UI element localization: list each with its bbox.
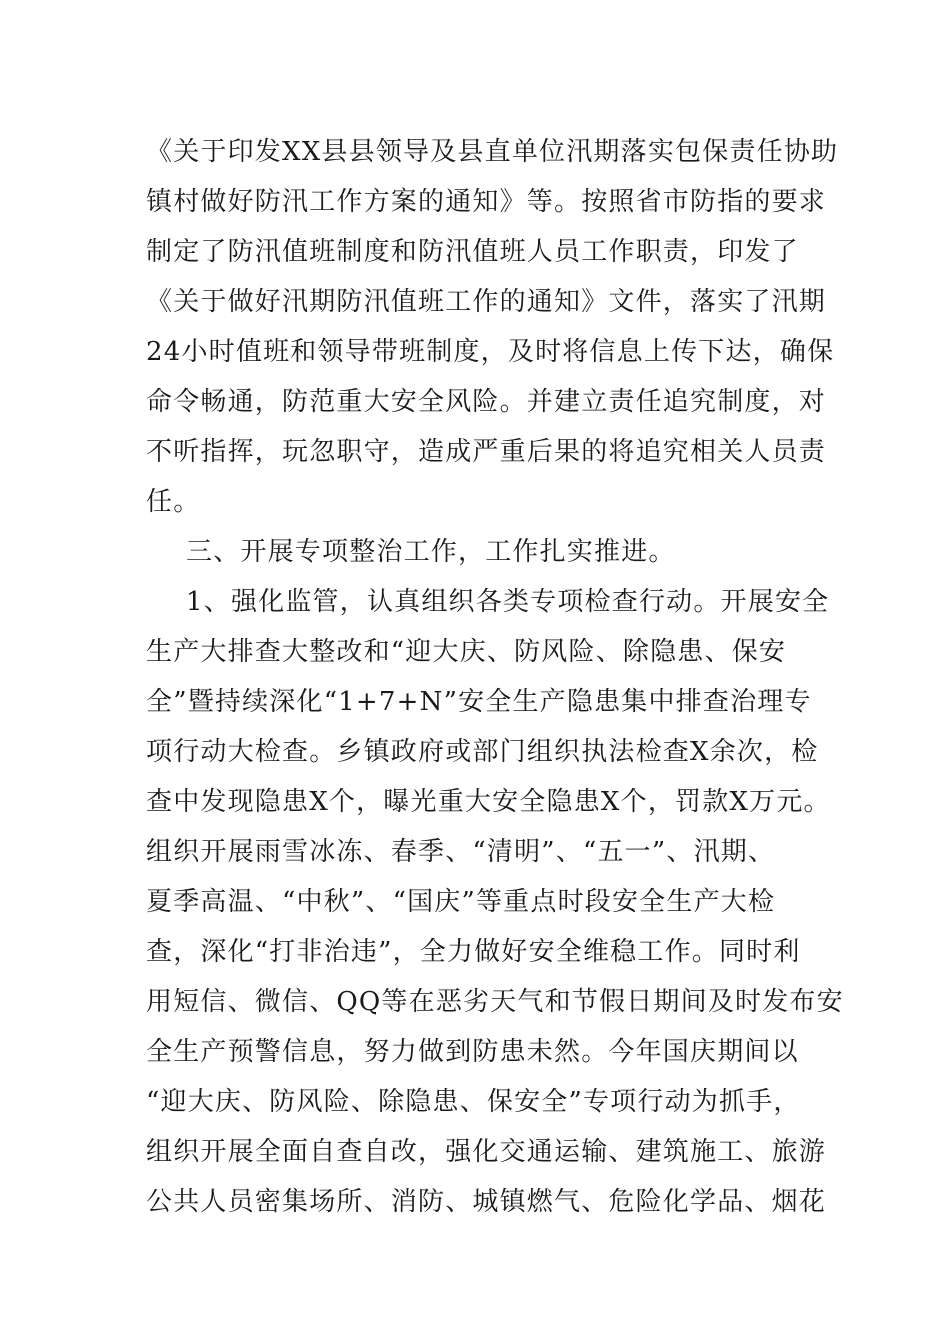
text-line: 任。	[146, 487, 201, 517]
text-line: 查，深化“打非治违”，全力做好安全维稳工作。同时利	[146, 937, 801, 967]
text-line: 不听指挥，玩忽职守，造成严重后果的将追究相关人员责	[146, 437, 827, 467]
text-line: 命令畅通，防范重大安全风险。并建立责任追究制度，对	[146, 387, 827, 417]
text-line: 1、强化监管，认真组织各类专项检查行动。开展安全	[186, 587, 830, 617]
text-line: 《关于印发XX县县领导及县直单位汛期落实包保责任协助	[146, 137, 839, 167]
text-line: 夏季高温、“中秋”、“国庆”等重点时段安全生产大检	[146, 887, 776, 917]
text-line: 《关于做好汛期防汛值班工作的通知》文件，落实了汛期	[146, 287, 827, 317]
text-line: 用短信、微信、QQ等在恶劣天气和节假日期间及时发布安	[146, 987, 844, 1017]
text-line: 制定了防汛值班制度和防汛值班人员工作职责，印发了	[146, 237, 799, 267]
text-line: 全”暨持续深化“1+7+N”安全生产隐患集中排查治理专	[146, 687, 812, 717]
text-line: 公共人员密集场所、消防、城镇燃气、危险化学品、烟花	[146, 1187, 827, 1217]
text-line: 查中发现隐患X个，曝光重大安全隐患X个，罚款X万元。	[146, 787, 831, 817]
text-line: 组织开展雨雪冰冻、春季、“清明”、“五一”、汛期、	[146, 837, 776, 867]
text-line: 生产大排查大整改和“迎大庆、防风险、除隐患、保安	[146, 637, 787, 667]
text-line: 24小时值班和领导带班制度，及时将信息上传下达，确保	[146, 337, 835, 367]
text-line: “迎大庆、防风险、除隐患、保安全”专项行动为抓手，	[146, 1087, 801, 1117]
text-line: 全生产预警信息，努力做到防患未然。今年国庆期间以	[146, 1037, 799, 1067]
section-heading: 三、开展专项整治工作，工作扎实推进。	[186, 537, 676, 567]
text-line: 镇村做好防汛工作方案的通知》等。按照省市防指的要求	[146, 187, 827, 217]
text-line: 项行动大检查。乡镇政府或部门组织执法检查X余次，检	[146, 737, 819, 767]
text-line: 组织开展全面自查自改，强化交通运输、建筑施工、旅游	[146, 1137, 827, 1167]
